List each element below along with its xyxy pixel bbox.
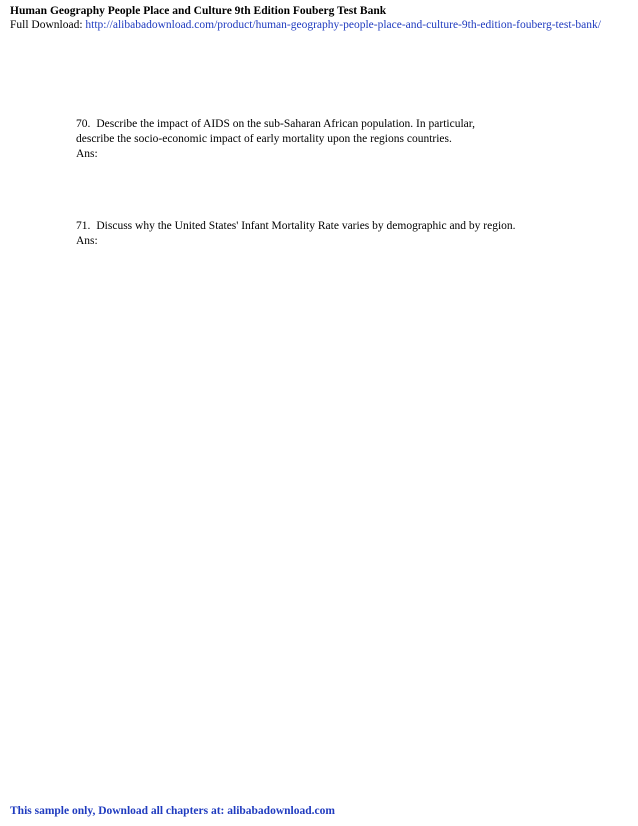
document-title: Human Geography People Place and Culture 9th Edition Fouberg Test Bank: [10, 5, 387, 17]
question-70-line-2: describe the socio-economic impact of early mortality upon the regions countries.: [76, 133, 452, 145]
question-number: 70.: [76, 118, 91, 130]
question-text: Describe the impact of AIDS on the sub-Saharan African population. In particular,: [96, 118, 475, 130]
answer-label: Ans:: [76, 148, 98, 160]
question-71-line-1: [76, 219, 596, 234]
download-line: [10, 18, 634, 33]
page-header: [10, 4, 634, 33]
answer-label: Ans:: [76, 235, 98, 247]
download-label: Full Download:: [10, 19, 86, 31]
footer-notice[interactable]: This sample only, Download all chapters at: alibabadownload.com: [10, 805, 335, 817]
question-70: [76, 117, 596, 162]
question-number: 71.: [76, 220, 91, 232]
question-text: Discuss why the United States' Infant Mortality Rate varies by demographic and by region.: [96, 220, 516, 232]
question-70-line-1: [76, 117, 596, 132]
question-71: [76, 219, 596, 249]
download-link[interactable]: http://alibabadownload.com/product/human-geography-people-place-and-culture-9th-edition-fouberg-test-bank/: [85, 19, 601, 31]
